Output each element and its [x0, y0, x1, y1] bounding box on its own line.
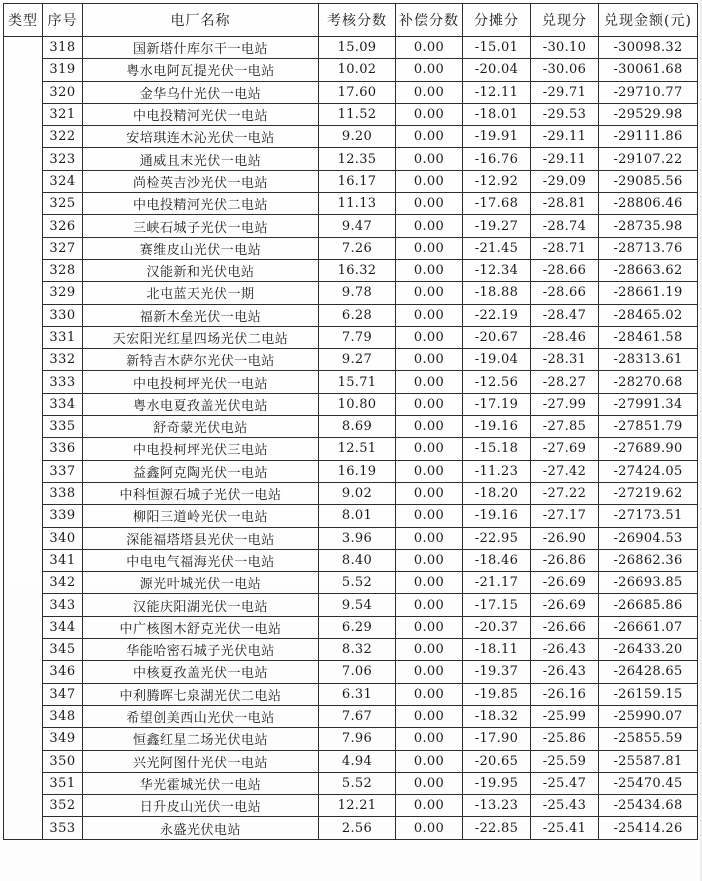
cell-serial-number: 324 — [43, 170, 83, 192]
cell-compensation-score: 0.00 — [396, 728, 463, 750]
cell-apportion-score: -18.01 — [463, 103, 531, 125]
cell-assessment-score: 4.94 — [319, 750, 396, 772]
cell-compensation-score: 0.00 — [396, 193, 463, 215]
header-plant-name: 电厂名称 — [83, 4, 319, 37]
table-row — [4, 148, 698, 170]
cell-plant-name: 福新木垒光伏一电站 — [83, 304, 319, 326]
cell-plant-name: 粤水电阿瓦提光伏一电站 — [83, 59, 319, 81]
cell-cash-amount: -26904.53 — [599, 527, 698, 549]
cell-compensation-score: 0.00 — [396, 683, 463, 705]
cell-compensation-score: 0.00 — [396, 549, 463, 571]
cell-apportion-score: -18.46 — [463, 549, 531, 571]
cell-cash-amount: -28461.58 — [599, 326, 698, 348]
table-row — [4, 549, 698, 571]
cell-assessment-score: 5.52 — [319, 772, 396, 794]
cell-serial-number: 343 — [43, 594, 83, 616]
cell-serial-number: 328 — [43, 259, 83, 281]
cell-cash-amount: -28663.62 — [599, 259, 698, 281]
cell-plant-name: 中电投柯坪光伏一电站 — [83, 371, 319, 393]
cell-assessment-score: 11.13 — [319, 193, 396, 215]
cell-plant-name: 汉能庆阳湖光伏一电站 — [83, 594, 319, 616]
cell-compensation-score: 0.00 — [396, 326, 463, 348]
cell-serial-number: 352 — [43, 795, 83, 817]
cell-cash-score: -25.47 — [531, 772, 599, 794]
cell-compensation-score: 0.00 — [396, 616, 463, 638]
cell-assessment-score: 6.29 — [319, 616, 396, 638]
table-header-row — [4, 4, 698, 37]
cell-plant-name: 益鑫阿克陶光伏一电站 — [83, 460, 319, 482]
cell-assessment-score: 2.56 — [319, 817, 396, 839]
cell-cash-score: -29.53 — [531, 103, 599, 125]
cell-cash-score: -26.43 — [531, 661, 599, 683]
cell-cash-score: -29.71 — [531, 81, 599, 103]
cell-cash-amount: -26661.07 — [599, 616, 698, 638]
cell-compensation-score: 0.00 — [396, 705, 463, 727]
cell-compensation-score: 0.00 — [396, 482, 463, 504]
cell-assessment-score: 7.96 — [319, 728, 396, 750]
cell-plant-name: 华光霍城光伏一电站 — [83, 772, 319, 794]
cell-type-merged — [4, 37, 43, 840]
cell-cash-amount: -27851.79 — [599, 416, 698, 438]
cell-apportion-score: -11.23 — [463, 460, 531, 482]
cell-serial-number: 333 — [43, 371, 83, 393]
cell-compensation-score: 0.00 — [396, 371, 463, 393]
cell-plant-name: 国新塔什库尔干一电站 — [83, 37, 319, 59]
cell-cash-score: -25.59 — [531, 750, 599, 772]
cell-plant-name: 中核夏孜盖光伏一电站 — [83, 661, 319, 683]
table-row — [4, 282, 698, 304]
cell-plant-name: 中广核图木舒克光伏一电站 — [83, 616, 319, 638]
cell-serial-number: 349 — [43, 728, 83, 750]
cell-compensation-score: 0.00 — [396, 148, 463, 170]
cell-assessment-score: 8.32 — [319, 639, 396, 661]
cell-plant-name: 华能哈密石城子光伏电站 — [83, 639, 319, 661]
cell-apportion-score: -13.23 — [463, 795, 531, 817]
cell-assessment-score: 6.28 — [319, 304, 396, 326]
cell-cash-amount: -26433.20 — [599, 639, 698, 661]
table-row — [4, 750, 698, 772]
cell-cash-amount: -28713.76 — [599, 237, 698, 259]
cell-cash-score: -27.69 — [531, 438, 599, 460]
table-row — [4, 237, 698, 259]
cell-compensation-score: 0.00 — [396, 661, 463, 683]
cell-apportion-score: -22.85 — [463, 817, 531, 839]
cell-serial-number: 330 — [43, 304, 83, 326]
table-row — [4, 59, 698, 81]
cell-serial-number: 339 — [43, 505, 83, 527]
cell-cash-score: -25.41 — [531, 817, 599, 839]
cell-cash-score: -28.71 — [531, 237, 599, 259]
cell-cash-amount: -27173.51 — [599, 505, 698, 527]
cell-plant-name: 天宏阳光红星四场光伏二电站 — [83, 326, 319, 348]
cell-plant-name: 中电投精河光伏一电站 — [83, 103, 319, 125]
cell-cash-score: -27.17 — [531, 505, 599, 527]
table-row — [4, 215, 698, 237]
table-row — [4, 572, 698, 594]
cell-compensation-score: 0.00 — [396, 393, 463, 415]
cell-assessment-score: 9.47 — [319, 215, 396, 237]
cell-assessment-score: 12.35 — [319, 148, 396, 170]
cell-serial-number: 353 — [43, 817, 83, 839]
cell-serial-number: 342 — [43, 572, 83, 594]
cell-cash-amount: -29111.86 — [599, 126, 698, 148]
cell-cash-amount: -29529.98 — [599, 103, 698, 125]
header-assess-score: 考核分数 — [319, 4, 396, 37]
cell-cash-amount: -25414.26 — [599, 817, 698, 839]
cell-serial-number: 323 — [43, 148, 83, 170]
cell-assessment-score: 16.17 — [319, 170, 396, 192]
cell-apportion-score: -21.45 — [463, 237, 531, 259]
cell-assessment-score: 9.54 — [319, 594, 396, 616]
cell-assessment-score: 10.80 — [319, 393, 396, 415]
table-row — [4, 639, 698, 661]
cell-compensation-score: 0.00 — [396, 81, 463, 103]
cell-cash-score: -25.99 — [531, 705, 599, 727]
cell-plant-name: 通威且末光伏一电站 — [83, 148, 319, 170]
cell-cash-score: -26.16 — [531, 683, 599, 705]
table-row — [4, 527, 698, 549]
cell-assessment-score: 15.09 — [319, 37, 396, 59]
cell-cash-amount: -26862.36 — [599, 549, 698, 571]
cell-cash-amount: -26693.85 — [599, 572, 698, 594]
cell-assessment-score: 11.52 — [319, 103, 396, 125]
table-row — [4, 304, 698, 326]
cell-apportion-score: -19.04 — [463, 349, 531, 371]
cell-compensation-score: 0.00 — [396, 349, 463, 371]
cell-apportion-score: -20.37 — [463, 616, 531, 638]
cell-assessment-score: 8.40 — [319, 549, 396, 571]
cell-cash-amount: -30098.32 — [599, 37, 698, 59]
cell-assessment-score: 12.21 — [319, 795, 396, 817]
cell-assessment-score: 10.02 — [319, 59, 396, 81]
cell-apportion-score: -20.04 — [463, 59, 531, 81]
table-row — [4, 438, 698, 460]
cell-plant-name: 尚检英吉沙光伏一电站 — [83, 170, 319, 192]
table-row — [4, 416, 698, 438]
cell-compensation-score: 0.00 — [396, 795, 463, 817]
cell-assessment-score: 17.60 — [319, 81, 396, 103]
cell-cash-score: -25.86 — [531, 728, 599, 750]
cell-plant-name: 舒奇蒙光伏电站 — [83, 416, 319, 438]
cell-assessment-score: 7.26 — [319, 237, 396, 259]
table-row — [4, 126, 698, 148]
table-row — [4, 103, 698, 125]
cell-plant-name: 中科恒源石城子光伏一电站 — [83, 482, 319, 504]
cell-assessment-score: 16.19 — [319, 460, 396, 482]
cell-plant-name: 三峡石城子光伏一电站 — [83, 215, 319, 237]
table-row — [4, 326, 698, 348]
cell-apportion-score: -22.19 — [463, 304, 531, 326]
table-row — [4, 772, 698, 794]
cell-cash-amount: -26428.65 — [599, 661, 698, 683]
cell-cash-score: -28.46 — [531, 326, 599, 348]
cell-cash-amount: -25855.59 — [599, 728, 698, 750]
cell-assessment-score: 9.27 — [319, 349, 396, 371]
cell-apportion-score: -12.92 — [463, 170, 531, 192]
cell-serial-number: 325 — [43, 193, 83, 215]
cell-compensation-score: 0.00 — [396, 59, 463, 81]
cell-plant-name: 粤水电夏孜盖光伏电站 — [83, 393, 319, 415]
cell-assessment-score: 7.67 — [319, 705, 396, 727]
cell-compensation-score: 0.00 — [396, 304, 463, 326]
cell-cash-score: -26.90 — [531, 527, 599, 549]
cell-apportion-score: -17.90 — [463, 728, 531, 750]
table-row — [4, 170, 698, 192]
cell-assessment-score: 7.06 — [319, 661, 396, 683]
cell-cash-amount: -26685.86 — [599, 594, 698, 616]
cell-plant-name: 金华乌什光伏一电站 — [83, 81, 319, 103]
cell-serial-number: 348 — [43, 705, 83, 727]
cell-plant-name: 永盛光伏电站 — [83, 817, 319, 839]
cell-assessment-score: 7.79 — [319, 326, 396, 348]
cell-plant-name: 中电投柯坪光伏三电站 — [83, 438, 319, 460]
header-type: 类型 — [4, 4, 43, 37]
table-row — [4, 393, 698, 415]
cell-serial-number: 346 — [43, 661, 83, 683]
cell-serial-number: 327 — [43, 237, 83, 259]
cell-apportion-score: -12.34 — [463, 259, 531, 281]
cell-cash-score: -27.85 — [531, 416, 599, 438]
cell-apportion-score: -18.20 — [463, 482, 531, 504]
cell-cash-score: -26.69 — [531, 572, 599, 594]
table-row — [4, 349, 698, 371]
cell-serial-number: 337 — [43, 460, 83, 482]
cell-cash-amount: -28313.61 — [599, 349, 698, 371]
cell-compensation-score: 0.00 — [396, 237, 463, 259]
cell-plant-name: 中电电气福海光伏一电站 — [83, 549, 319, 571]
cell-compensation-score: 0.00 — [396, 527, 463, 549]
cell-cash-amount: -28735.98 — [599, 215, 698, 237]
cell-compensation-score: 0.00 — [396, 259, 463, 281]
cell-cash-amount: -27689.90 — [599, 438, 698, 460]
cell-assessment-score: 3.96 — [319, 527, 396, 549]
table-row — [4, 594, 698, 616]
cell-compensation-score: 0.00 — [396, 170, 463, 192]
cell-cash-score: -25.43 — [531, 795, 599, 817]
cell-compensation-score: 0.00 — [396, 215, 463, 237]
cell-cash-score: -29.11 — [531, 148, 599, 170]
cell-assessment-score: 6.31 — [319, 683, 396, 705]
cell-compensation-score: 0.00 — [396, 103, 463, 125]
cell-apportion-score: -19.16 — [463, 505, 531, 527]
cell-plant-name: 中利腾晖七泉湖光伏二电站 — [83, 683, 319, 705]
cell-serial-number: 345 — [43, 639, 83, 661]
cell-apportion-score: -18.32 — [463, 705, 531, 727]
cell-cash-score: -29.09 — [531, 170, 599, 192]
cell-compensation-score: 0.00 — [396, 572, 463, 594]
cell-compensation-score: 0.00 — [396, 750, 463, 772]
cell-serial-number: 341 — [43, 549, 83, 571]
header-apportion-score: 分摊分 — [463, 4, 531, 37]
cell-cash-amount: -28465.02 — [599, 304, 698, 326]
cell-cash-score: -26.43 — [531, 639, 599, 661]
cell-cash-amount: -25587.81 — [599, 750, 698, 772]
cell-assessment-score: 8.01 — [319, 505, 396, 527]
cell-compensation-score: 0.00 — [396, 460, 463, 482]
cell-cash-score: -27.22 — [531, 482, 599, 504]
cell-apportion-score: -15.18 — [463, 438, 531, 460]
cell-serial-number: 350 — [43, 750, 83, 772]
cell-cash-score: -30.10 — [531, 37, 599, 59]
cell-plant-name: 希望创美西山光伏一电站 — [83, 705, 319, 727]
cell-cash-score: -28.66 — [531, 259, 599, 281]
cell-assessment-score: 8.69 — [319, 416, 396, 438]
cell-serial-number: 326 — [43, 215, 83, 237]
cell-cash-amount: -25434.68 — [599, 795, 698, 817]
cell-cash-amount: -29710.77 — [599, 81, 698, 103]
cell-apportion-score: -15.01 — [463, 37, 531, 59]
cell-plant-name: 赛维皮山光伏一电站 — [83, 237, 319, 259]
cell-cash-score: -27.42 — [531, 460, 599, 482]
cell-compensation-score: 0.00 — [396, 772, 463, 794]
cell-cash-amount: -26159.15 — [599, 683, 698, 705]
cell-serial-number: 347 — [43, 683, 83, 705]
cell-serial-number: 320 — [43, 81, 83, 103]
cell-cash-score: -26.86 — [531, 549, 599, 571]
cell-plant-name: 中电投精河光伏二电站 — [83, 193, 319, 215]
cell-apportion-score: -19.27 — [463, 215, 531, 237]
cell-compensation-score: 0.00 — [396, 639, 463, 661]
table-row — [4, 259, 698, 281]
cell-compensation-score: 0.00 — [396, 438, 463, 460]
cell-cash-score: -26.66 — [531, 616, 599, 638]
table-row — [4, 193, 698, 215]
cell-serial-number: 336 — [43, 438, 83, 460]
header-cash-amount: 兑现金额(元) — [599, 4, 698, 37]
cell-assessment-score: 16.32 — [319, 259, 396, 281]
cell-cash-amount: -28806.46 — [599, 193, 698, 215]
cell-apportion-score: -12.56 — [463, 371, 531, 393]
cell-compensation-score: 0.00 — [396, 505, 463, 527]
cell-serial-number: 322 — [43, 126, 83, 148]
cell-serial-number: 344 — [43, 616, 83, 638]
table-row — [4, 683, 698, 705]
cell-apportion-score: -17.68 — [463, 193, 531, 215]
cell-compensation-score: 0.00 — [396, 594, 463, 616]
cell-serial-number: 351 — [43, 772, 83, 794]
cell-serial-number: 321 — [43, 103, 83, 125]
table-row — [4, 616, 698, 638]
cell-assessment-score: 9.78 — [319, 282, 396, 304]
cell-compensation-score: 0.00 — [396, 126, 463, 148]
table-row — [4, 482, 698, 504]
cell-apportion-score: -21.17 — [463, 572, 531, 594]
header-comp-score: 补偿分数 — [396, 4, 463, 37]
cell-cash-amount: -30061.68 — [599, 59, 698, 81]
cell-cash-score: -28.66 — [531, 282, 599, 304]
cell-apportion-score: -16.76 — [463, 148, 531, 170]
power-plant-settlement-table — [3, 3, 698, 840]
cell-serial-number: 335 — [43, 416, 83, 438]
cell-plant-name: 深能福塔塔县光伏一电站 — [83, 527, 319, 549]
cell-plant-name: 源光叶城光伏一电站 — [83, 572, 319, 594]
cell-assessment-score: 9.02 — [319, 482, 396, 504]
cell-cash-amount: -28661.19 — [599, 282, 698, 304]
cell-serial-number: 319 — [43, 59, 83, 81]
cell-serial-number: 331 — [43, 326, 83, 348]
cell-apportion-score: -19.37 — [463, 661, 531, 683]
cell-apportion-score: -18.11 — [463, 639, 531, 661]
cell-cash-score: -28.47 — [531, 304, 599, 326]
cell-cash-score: -29.11 — [531, 126, 599, 148]
cell-serial-number: 332 — [43, 349, 83, 371]
cell-apportion-score: -19.16 — [463, 416, 531, 438]
cell-plant-name: 北屯蓝天光伏一期 — [83, 282, 319, 304]
cell-apportion-score: -17.15 — [463, 594, 531, 616]
cell-plant-name: 兴光阿图什光伏一电站 — [83, 750, 319, 772]
table-row — [4, 728, 698, 750]
cell-compensation-score: 0.00 — [396, 37, 463, 59]
cell-plant-name: 新特吉木萨尔光伏一电站 — [83, 349, 319, 371]
cell-serial-number: 338 — [43, 482, 83, 504]
cell-plant-name: 柳阳三道岭光伏一电站 — [83, 505, 319, 527]
table-row — [4, 505, 698, 527]
cell-assessment-score: 15.71 — [319, 371, 396, 393]
cell-cash-score: -27.99 — [531, 393, 599, 415]
cell-cash-amount: -25470.45 — [599, 772, 698, 794]
cell-plant-name: 安培琪连木沁光伏一电站 — [83, 126, 319, 148]
cell-assessment-score: 12.51 — [319, 438, 396, 460]
cell-plant-name: 恒鑫红星二场光伏电站 — [83, 728, 319, 750]
cell-apportion-score: -19.91 — [463, 126, 531, 148]
cell-apportion-score: -19.95 — [463, 772, 531, 794]
cell-compensation-score: 0.00 — [396, 817, 463, 839]
cell-cash-score: -30.06 — [531, 59, 599, 81]
cell-apportion-score: -22.95 — [463, 527, 531, 549]
cell-plant-name: 日升皮山光伏一电站 — [83, 795, 319, 817]
cell-cash-amount: -28270.68 — [599, 371, 698, 393]
cell-serial-number: 340 — [43, 527, 83, 549]
header-serial: 序号 — [43, 4, 83, 37]
cell-cash-score: -28.81 — [531, 193, 599, 215]
cell-cash-score: -26.69 — [531, 594, 599, 616]
cell-cash-score: -28.27 — [531, 371, 599, 393]
cell-cash-amount: -29107.22 — [599, 148, 698, 170]
table-row — [4, 81, 698, 103]
cell-cash-score: -28.31 — [531, 349, 599, 371]
cell-apportion-score: -12.11 — [463, 81, 531, 103]
cell-serial-number: 329 — [43, 282, 83, 304]
cell-compensation-score: 0.00 — [396, 282, 463, 304]
table-row — [4, 371, 698, 393]
cell-cash-amount: -27424.05 — [599, 460, 698, 482]
table-row — [4, 795, 698, 817]
cell-apportion-score: -20.65 — [463, 750, 531, 772]
cell-cash-amount: -29085.56 — [599, 170, 698, 192]
cell-apportion-score: -19.85 — [463, 683, 531, 705]
cell-assessment-score: 9.20 — [319, 126, 396, 148]
cell-apportion-score: -18.88 — [463, 282, 531, 304]
table-row — [4, 661, 698, 683]
table-row — [4, 37, 698, 59]
cell-assessment-score: 5.52 — [319, 572, 396, 594]
header-cash-score: 兑现分 — [531, 4, 599, 37]
cell-cash-amount: -27991.34 — [599, 393, 698, 415]
table-row — [4, 817, 698, 839]
cell-plant-name: 汉能新和光伏电站 — [83, 259, 319, 281]
cell-cash-amount: -25990.07 — [599, 705, 698, 727]
table-row — [4, 705, 698, 727]
cell-serial-number: 334 — [43, 393, 83, 415]
cell-serial-number: 318 — [43, 37, 83, 59]
cell-compensation-score: 0.00 — [396, 416, 463, 438]
cell-cash-amount: -27219.62 — [599, 482, 698, 504]
cell-cash-score: -28.74 — [531, 215, 599, 237]
table-row — [4, 460, 698, 482]
cell-apportion-score: -20.67 — [463, 326, 531, 348]
cell-apportion-score: -17.19 — [463, 393, 531, 415]
